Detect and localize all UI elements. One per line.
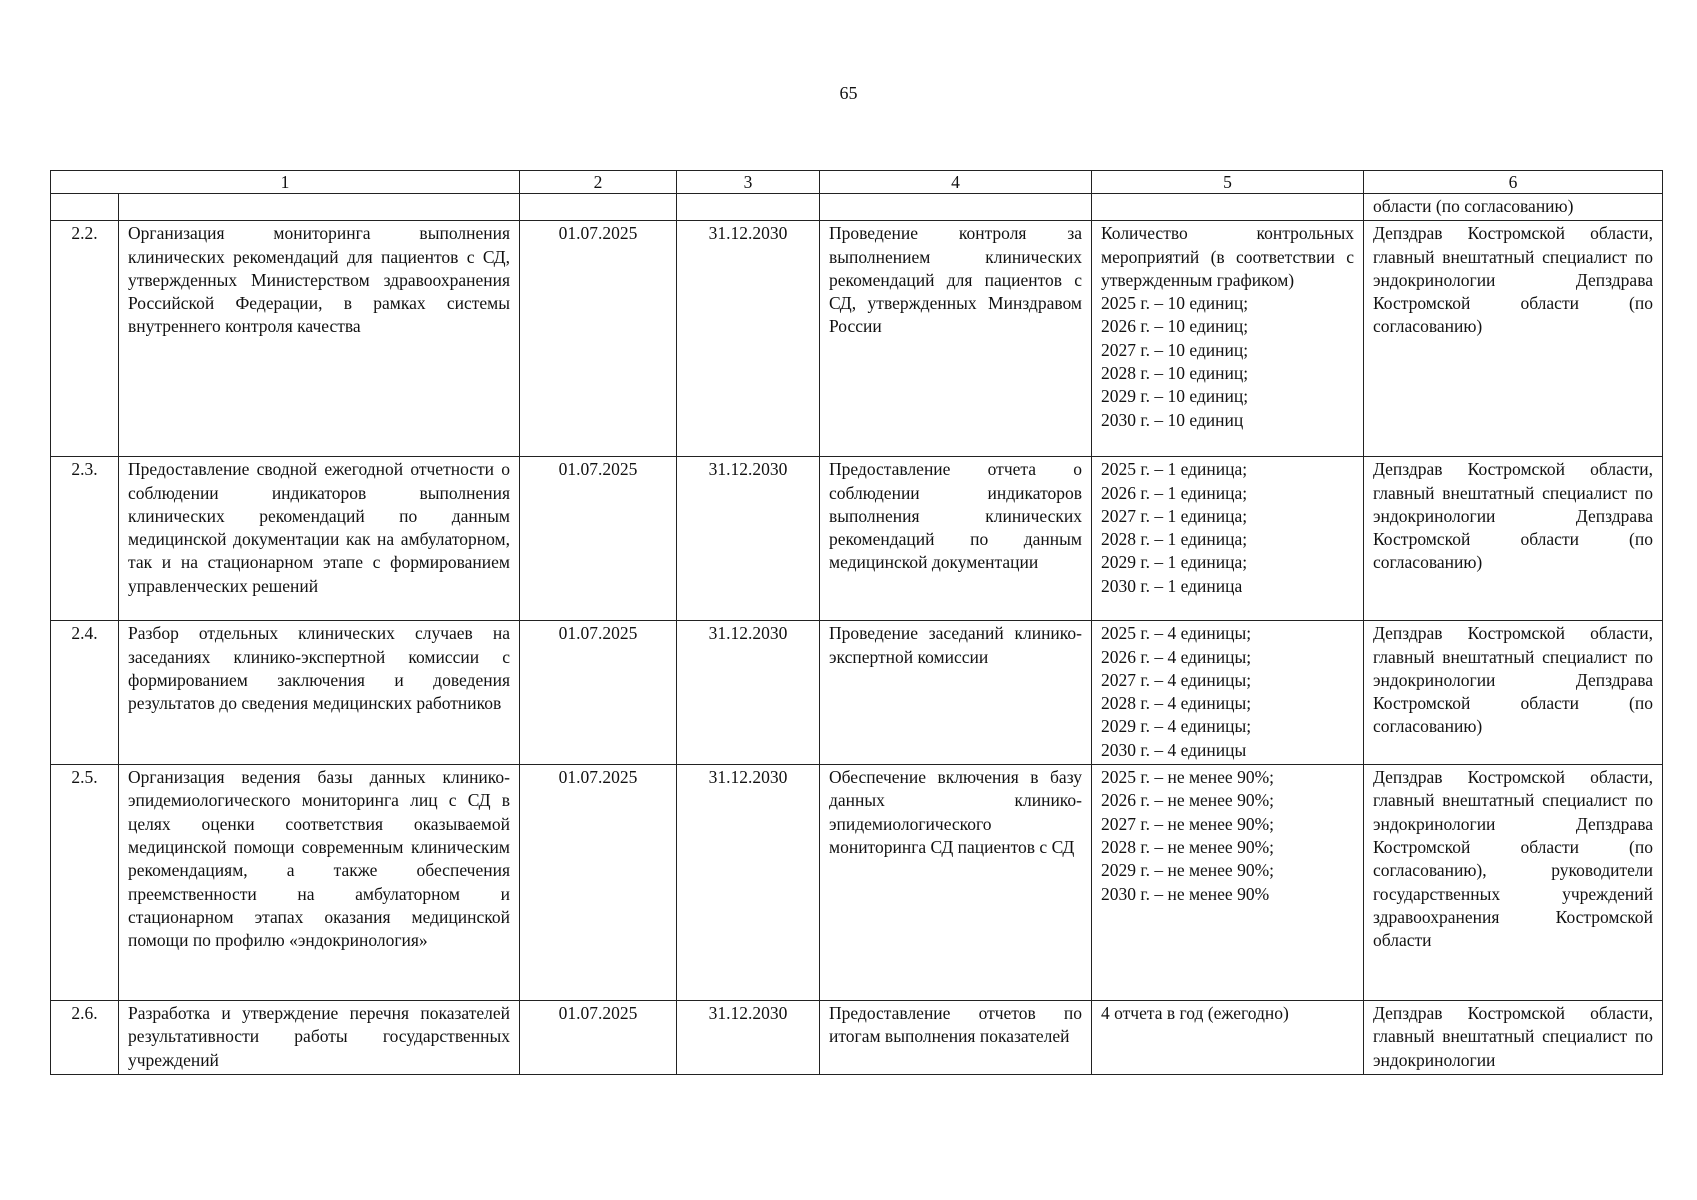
column-header-3: 3 <box>677 171 820 194</box>
activity-cell: Организация мониторинга выполнения клинических рекомендаций для пациентов с СД, утвержденных Министерством здравоохранения Российской Федерации, в рамках системы внутреннего контроля качества <box>119 221 520 457</box>
indicator-line: 2025 г. – 10 единиц; <box>1101 293 1249 314</box>
executor-cell: Депздрав Костромской области, главный внештатный специалист по эндокринологии Депздрава Костромской области (по согласованию) <box>1364 457 1663 621</box>
result-cell: Проведение контроля за выполнением клинических рекомендаций для пациентов с СД, утвержденных Минздравом России <box>820 221 1092 457</box>
start-date-cell: 01.07.2025 <box>520 457 677 621</box>
activity-cell: Разбор отдельных клинических случаев на заседаниях клинико-экспертной комиссии с формированием заключения и доведения результатов до сведения медицинских работников <box>119 621 520 765</box>
indicator-line: 2029 г. – 4 единицы; <box>1101 716 1252 737</box>
start-date-cell: 01.07.2025 <box>520 765 677 1001</box>
end-date-cell: 31.12.2030 <box>677 621 820 765</box>
indicator-line: 2027 г. – не менее 90%; <box>1101 813 1275 834</box>
executor-cell: Депздрав Костромской области, главный внештатный специалист по эндокринологии Депздрава Костромской области (по согласованию) <box>1364 621 1663 765</box>
end-date-cell: 31.12.2030 <box>677 1001 820 1075</box>
continuation-result-cell <box>820 194 1092 221</box>
row-number: 2.4. <box>51 621 119 765</box>
column-header-4: 4 <box>820 171 1092 194</box>
indicator-line: 2025 г. – 4 единицы; <box>1101 623 1252 644</box>
indicator-line: 2030 г. – не менее 90% <box>1101 883 1270 904</box>
indicator-line: 2027 г. – 10 единиц; <box>1101 339 1249 360</box>
indicator-line: 2028 г. – 1 единица; <box>1101 529 1248 550</box>
indicator-cell <box>1092 457 1364 621</box>
executor-cell: Депздрав Костромской области, главный внештатный специалист по эндокринологии Депздрава Костромской области (по согласованию), руководители государственных учреждений здравоохранения Костромской области <box>1364 765 1663 1001</box>
row-number: 2.6. <box>51 1001 119 1075</box>
column-header-1: 1 <box>51 171 520 194</box>
indicator-line: 2030 г. – 1 единица <box>1101 575 1243 596</box>
activity-cell: Разработка и утверждение перечня показателей результативности работы государственных учреждений <box>119 1001 520 1075</box>
indicator-line: 2030 г. – 10 единиц <box>1101 409 1244 430</box>
continuation-executor-cell: области (по согласованию) <box>1364 194 1663 221</box>
indicator-line: 2030 г. – 4 единицы <box>1101 739 1247 760</box>
row-number: 2.2. <box>51 221 119 457</box>
end-date-cell: 31.12.2030 <box>677 765 820 1001</box>
page-number: 65 <box>839 83 858 103</box>
indicator-cell <box>1092 765 1364 1001</box>
continuation-end-cell <box>677 194 820 221</box>
indicator-line: 2026 г. – 1 единица; <box>1101 482 1248 503</box>
indicator-line: 2025 г. – 1 единица; <box>1101 459 1248 480</box>
start-date-cell: 01.07.2025 <box>520 221 677 457</box>
activity-cell: Организация ведения базы данных клинико-эпидемиологического мониторинга лиц с СД в целях оценки соответствия оказываемой медицинской помощи современным клиническим рекомендациям, а также обеспечения преемственности на амбулаторном и стационарном этапах оказания медицинской помощи по профилю «эндокринология» <box>119 765 520 1001</box>
column-header-5: 5 <box>1092 171 1364 194</box>
continuation-start-cell <box>520 194 677 221</box>
column-header-2: 2 <box>520 171 677 194</box>
indicator-line: 2028 г. – 10 единиц; <box>1101 363 1249 384</box>
executor-cell: Депздрав Костромской области, главный внештатный специалист по эндокринологии Депздрава Костромской области (по согласованию) <box>1364 221 1663 457</box>
column-header-6: 6 <box>1364 171 1663 194</box>
result-cell: Предоставление отчетов по итогам выполнения показателей <box>820 1001 1092 1075</box>
indicator-line: 2029 г. – не менее 90%; <box>1101 860 1275 881</box>
measures-table <box>50 170 1663 1075</box>
row-number: 2.5. <box>51 765 119 1001</box>
end-date-cell: 31.12.2030 <box>677 457 820 621</box>
end-date-cell: 31.12.2030 <box>677 221 820 457</box>
indicator-line: 2026 г. – 10 единиц; <box>1101 316 1249 337</box>
table-row-2-3 <box>51 457 1663 621</box>
indicator-line: 2029 г. – 10 единиц; <box>1101 386 1249 407</box>
indicator-line: Количество контрольных мероприятий (в соответствии с утвержденным графиком) <box>1101 223 1354 290</box>
result-cell: Обеспечение включения в базу данных клинико-эпидемиологического мониторинга СД пациентов с СД <box>820 765 1092 1001</box>
table-row-2-4 <box>51 621 1663 765</box>
start-date-cell: 01.07.2025 <box>520 621 677 765</box>
indicator-line: 2025 г. – не менее 90%; <box>1101 767 1275 788</box>
continuation-activity-cell <box>119 194 520 221</box>
indicator-line: 2026 г. – не менее 90%; <box>1101 790 1275 811</box>
table-row-2-5 <box>51 765 1663 1001</box>
table-row-2-2 <box>51 221 1663 457</box>
indicator-cell <box>1092 221 1364 457</box>
continuation-num-cell <box>51 194 119 221</box>
continuation-row <box>51 194 1663 221</box>
executor-cell: Депздрав Костромской области, главный внештатный специалист по эндокринологии <box>1364 1001 1663 1075</box>
indicator-line: 2028 г. – 4 единицы; <box>1101 693 1252 714</box>
indicator-line: 2026 г. – 4 единицы; <box>1101 646 1252 667</box>
table-row-2-6 <box>51 1001 1663 1075</box>
start-date-cell: 01.07.2025 <box>520 1001 677 1075</box>
indicator-line: 2028 г. – не менее 90%; <box>1101 836 1275 857</box>
indicator-line: 2027 г. – 1 единица; <box>1101 505 1248 526</box>
indicator-line: 4 отчета в год (ежегодно) <box>1101 1003 1289 1024</box>
indicator-line: 2027 г. – 4 единицы; <box>1101 669 1252 690</box>
indicator-cell <box>1092 1001 1364 1075</box>
activity-cell: Предоставление сводной ежегодной отчетности о соблюдении индикаторов выполнения клинических рекомендаций по данным медицинской документации как на амбулаторном, так и на стационарном этапе с формированием управленческих решений <box>119 457 520 621</box>
header-row <box>51 171 1663 194</box>
row-number: 2.3. <box>51 457 119 621</box>
indicator-line: 2029 г. – 1 единица; <box>1101 552 1248 573</box>
continuation-indicator-cell <box>1092 194 1364 221</box>
indicator-cell <box>1092 621 1364 765</box>
result-cell: Предоставление отчета о соблюдении индикаторов выполнения клинических рекомендаций по данным медицинской документации <box>820 457 1092 621</box>
result-cell: Проведение заседаний клинико-экспертной комиссии <box>820 621 1092 765</box>
